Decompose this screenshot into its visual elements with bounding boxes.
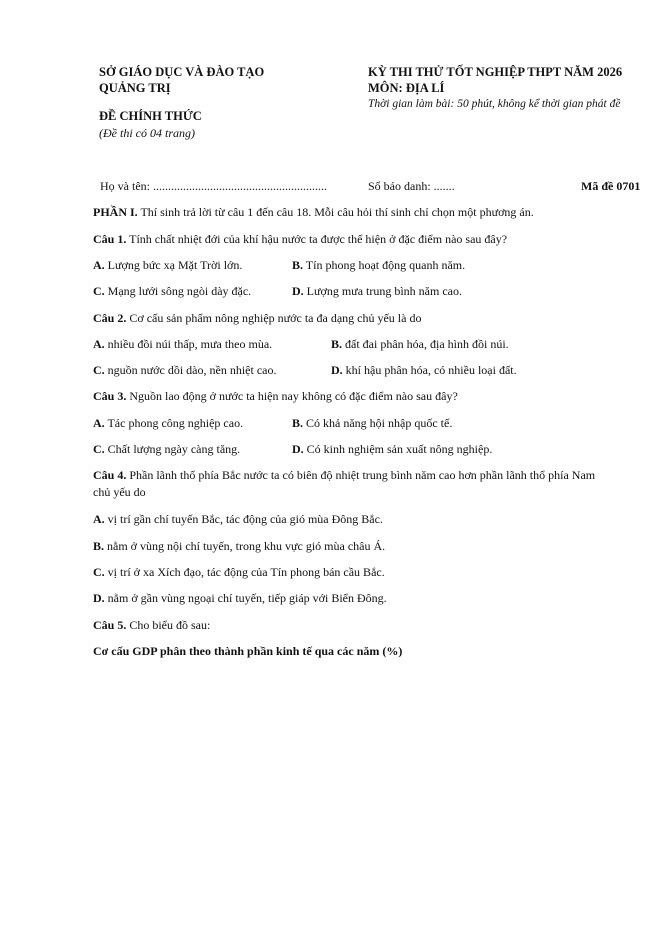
- option-text: đất đai phân hóa, địa hình đồi núi.: [342, 337, 509, 351]
- option-key: C.: [93, 284, 105, 298]
- question-text: Cho biểu đồ sau:: [126, 618, 211, 632]
- option-key: D.: [93, 591, 105, 605]
- q4-option-d: [93, 590, 387, 606]
- question-3: [93, 388, 458, 404]
- pages-note: (Đề thi có 04 trang): [99, 126, 195, 140]
- question-text: Phần lãnh thổ phía Bắc nước ta có biên độ nhiệt trung bình năm cao hơn phần lãnh thổ phía Nam chủ yếu do: [93, 468, 596, 499]
- question-number: Câu 3.: [93, 389, 127, 403]
- province-name: QUẢNG TRỊ: [99, 81, 171, 95]
- q4-option-c: [93, 564, 385, 580]
- question-number: Câu 5.: [93, 618, 127, 632]
- option-key: D.: [292, 442, 304, 456]
- option-key: B.: [292, 258, 304, 272]
- option-key: B.: [93, 539, 105, 553]
- chart-title: Cơ cấu GDP phân theo thành phần kinh tế qua các năm (%): [93, 644, 403, 658]
- q2-option-a: [93, 336, 272, 352]
- option-key: C.: [93, 565, 105, 579]
- option-text: nằm ở gần vùng ngoại chí tuyến, tiếp giáp với Biển Đông.: [104, 591, 387, 605]
- question-4: [93, 467, 613, 501]
- question-2: [93, 310, 421, 326]
- question-number: Câu 1.: [93, 232, 127, 246]
- option-key: D.: [331, 363, 343, 377]
- subject-label: MÔN: ĐỊA LÍ: [368, 81, 445, 95]
- q2-option-b: [331, 336, 509, 352]
- part1-label: PHẦN I.: [93, 205, 138, 219]
- question-text: Nguồn lao động ở nước ta hiện nay không có đặc điểm nào sau đây?: [126, 389, 458, 403]
- q2-option-d: [331, 362, 517, 378]
- time-note: Thời gian làm bài: 50 phút, không kể thời gian phát đề: [368, 98, 621, 110]
- option-key: A.: [93, 416, 105, 430]
- question-number: Câu 4.: [93, 468, 127, 482]
- official-label: ĐỀ CHÍNH THỨC: [99, 109, 202, 123]
- option-text: khí hậu phân hóa, có nhiều loại đất.: [342, 363, 517, 377]
- question-text: Tính chất nhiệt đới của khí hậu nước ta được thể hiện ở đặc điểm nào sau đây?: [126, 232, 508, 246]
- option-text: Lượng mưa trung bình năm cao.: [303, 284, 462, 298]
- q4-option-a: [93, 511, 383, 527]
- q3-option-d: [292, 441, 492, 457]
- q1-option-c: [93, 283, 251, 299]
- q2-option-c: [93, 362, 276, 378]
- option-text: vị trí gần chí tuyến Bắc, tác động của gió mùa Đông Bắc.: [104, 512, 383, 526]
- option-key: A.: [93, 512, 105, 526]
- q3-option-b: [292, 415, 452, 431]
- option-key: C.: [93, 363, 105, 377]
- option-text: vị trí ở xa Xích đạo, tác động của Tín phong bán cầu Bắc.: [104, 565, 385, 579]
- department-name: SỞ GIÁO DỤC VÀ ĐÀO TẠO: [99, 65, 265, 79]
- question-1: [93, 231, 507, 247]
- option-text: Tác phong công nghiệp cao.: [104, 416, 244, 430]
- option-key: D.: [292, 284, 304, 298]
- option-text: Chất lượng ngày càng tăng.: [104, 442, 241, 456]
- option-text: Tín phong hoạt động quanh năm.: [303, 258, 466, 272]
- q3-option-a: [93, 415, 243, 431]
- student-id-field: Số báo danh: .......: [368, 179, 455, 193]
- student-name-field: Họ và tên: ..........................................................: [100, 179, 327, 193]
- option-text: Có khả năng hội nhập quốc tế.: [303, 416, 453, 430]
- option-key: B.: [292, 416, 304, 430]
- option-key: B.: [331, 337, 343, 351]
- option-text: nguồn nước dồi dào, nền nhiệt cao.: [104, 363, 277, 377]
- q1-option-b: [292, 257, 465, 273]
- option-text: nhiều đồi núi thấp, mưa theo mùa.: [104, 337, 273, 351]
- q4-option-b: [93, 538, 385, 554]
- option-text: Mạng lưới sông ngòi dày đặc.: [104, 284, 252, 298]
- question-text: Cơ cấu sản phẩm nông nghiệp nước ta đa dạng chủ yếu là do: [126, 311, 422, 325]
- question-number: Câu 2.: [93, 311, 127, 325]
- option-key: A.: [93, 337, 105, 351]
- option-text: nằm ở vùng nội chí tuyến, trong khu vực gió mùa châu Á.: [104, 539, 386, 553]
- question-5: [93, 617, 210, 633]
- part1-text: Thí sinh trả lời từ câu 1 đến câu 18. Mỗi câu hỏi thí sinh chỉ chọn một phương án.: [137, 205, 534, 219]
- option-text: Lượng bức xạ Mặt Trời lớn.: [104, 258, 243, 272]
- option-key: C.: [93, 442, 105, 456]
- exam-code: Mã đề 0701: [581, 179, 641, 193]
- q1-option-d: [292, 283, 462, 299]
- q3-option-c: [93, 441, 240, 457]
- exam-title: KỲ THI THỬ TỐT NGHIỆP THPT NĂM 2026: [368, 65, 623, 79]
- option-text: Có kinh nghiệm sản xuất nông nghiệp.: [303, 442, 493, 456]
- option-key: A.: [93, 258, 105, 272]
- part1-instruction: [93, 204, 534, 220]
- q1-option-a: [93, 257, 242, 273]
